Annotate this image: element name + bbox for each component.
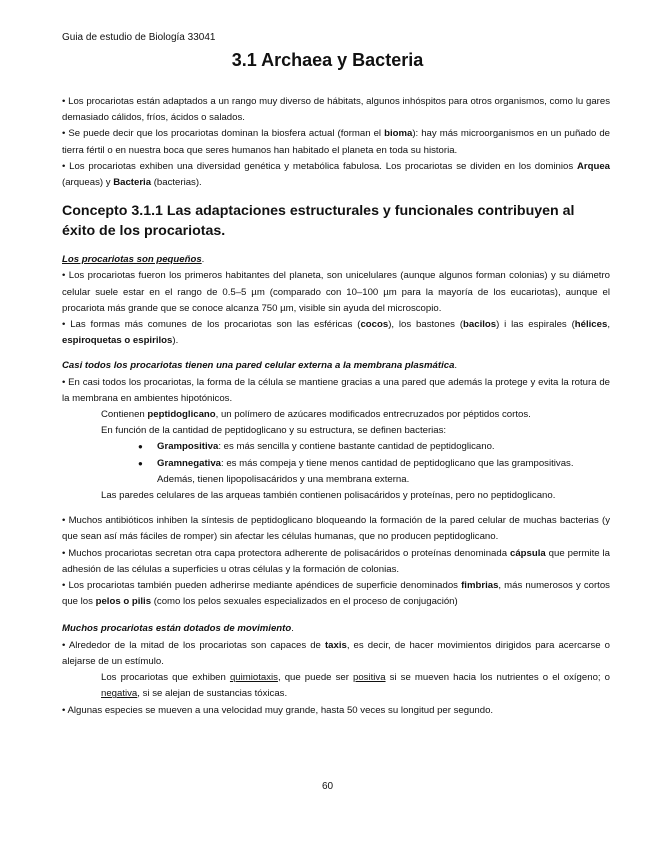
bullet-cell-wall: • En casi todos los procariotas, la forma de la célula se mantiene gracias a una pared que además la protege y evita la rotura de la membrana en ambientes hipotónicos. <box>62 376 610 404</box>
term-peptidoglicano: peptidoglicano <box>147 409 216 421</box>
intro-bullet-biosphere <box>62 126 610 158</box>
bullet-speed: • Algunas especies se mueven a una velocidad muy grande, hasta 50 veces su longitud per segundo. <box>62 704 494 716</box>
text-run: : es más sencilla y contiene bastante cantidad de peptidoglicano. <box>218 441 495 453</box>
text-run: ) i las espirales ( <box>496 319 575 331</box>
text-run: , <box>607 319 610 331</box>
text-run: , que puede ser <box>277 672 354 684</box>
heading-text: Casi todos los procariotas tienen una pared celular externa a la membrana plasmática <box>62 360 455 372</box>
page-number: 60 <box>321 781 334 792</box>
concept-heading: Concepto 3.1.1 Las adaptaciones estructurales y funcionales contribuyen al éxito de los procariotas. <box>62 203 575 240</box>
text-run: , más numerosos y cortos que los <box>62 580 610 608</box>
term-helices: hélices <box>574 319 608 331</box>
term-grampositiva: Grampositiva <box>157 441 219 453</box>
subsection-heading-small <box>62 252 610 268</box>
term-bioma: bioma <box>384 128 413 140</box>
term-bacteria: Bacteria <box>113 177 152 189</box>
heading-dot: . <box>201 254 205 266</box>
text-run: (como los pelos sexuales especializados en el proceso de conjugación) <box>151 596 458 608</box>
spacer <box>62 349 610 358</box>
indent-chemotaxis <box>101 670 610 702</box>
term-espiroquetas: espiroquetas o espirilos <box>62 335 173 347</box>
subsection-heading-motility <box>62 621 610 637</box>
intro-bullet-habitats: • Los procariotas están adaptados a un rango muy diverso de hábitats, algunos inhóspitos para otros organismos, como lu gares demasiado cálidos, fríos, ácidos o salados. <box>62 96 610 124</box>
term-arquea: Arquea <box>576 160 610 172</box>
text-run: , un polímero de azúcares modificados entrecruzados por péptidos cortos. <box>215 409 531 421</box>
section-title: 3.1 Archaea y Bacteria <box>231 50 424 70</box>
bullet-antibiotics: • Muchos antibióticos inhiben la síntesis de peptidoglicano bloqueando la formación de la pared celular de muchas bacterias (y que sean así más fáciles de romper) sin afectar les células humanas, que no producen peptidoglicano. <box>62 515 610 543</box>
heading-dot: . <box>454 360 458 372</box>
text-run: que permite la adhesión de las células a superficies u otras células y la formación de colonias. <box>62 547 611 575</box>
document-body <box>62 94 610 719</box>
text-run: • Alrededor de la mitad de los procariotas son capaces de <box>62 639 325 651</box>
text-run: ). <box>172 335 179 347</box>
indent-peptidoglycan <box>101 407 610 423</box>
bullet-capsule <box>62 546 610 578</box>
text-run: : es más compeja y tiene menos cantidad de peptidoglicano que las grampositivas. <box>221 457 574 469</box>
spacer <box>62 504 610 513</box>
text-run: , es decir, de hacer movimientos dirigidos para acercarse o alejarse de un estímulo. <box>62 639 610 667</box>
term-negativa: negativa <box>101 688 138 700</box>
indent-bacteria-types: En función de la cantidad de peptidoglicano y su estructura, se definen bacterias: <box>101 425 447 437</box>
text-run: Contienen <box>101 409 148 421</box>
text-run: • Muchos procariotas secretan otra capa protectora adherente de polisacáridos o proteínas denominada <box>62 547 510 559</box>
subsection-heading-wall <box>62 358 610 374</box>
text-run: ), los bastones ( <box>388 319 464 331</box>
heading-text: Los procariotas son pequeños <box>62 254 202 266</box>
running-header: Guia de estudio de Biología 33041 <box>62 32 216 43</box>
text-run: • Los procariotas exhiben una diversidad genética y metabólica fabulosa. Los procariotas se dividen en los dominios <box>62 160 577 172</box>
text-run: si se mueven hacia los nutrientes o el oxígeno; o <box>385 672 610 684</box>
text-run: ): hay más microorganismos en un puñado de tierra fértil o en nuestra boca que seres humanos han habitado el planeta en toda su historia. <box>62 128 610 156</box>
bullet-first-inhabitants: • Los procariotas fueron los primeros habitantes del planeta, son unicelulares (aunque algunos forman colonias) y su diámetro celular suele estar en el rango de 0.5–5 µm (comparado con 10–100 µm para la mayoría de los eucariotas), aunque el procariota más grande que se conoce alcanza 750 µm, visible sin ayuda del microscopio. <box>62 270 610 314</box>
text-run: • Los procariotas también pueden adherirse mediante apéndices de superficie denominados <box>62 580 462 592</box>
text-run: (arqueas) y <box>62 177 114 189</box>
term-cocos: cocos <box>360 319 389 331</box>
text-run: , si se alejan de sustancias tóxicas. <box>137 688 288 700</box>
term-bacilos: bacilos <box>463 319 497 331</box>
text-run: Los procariotas que exhiben <box>101 672 230 684</box>
term-positiva: positiva <box>353 672 386 684</box>
bullet-taxis <box>62 638 610 670</box>
text-run: (bacterias). <box>151 177 202 189</box>
term-capsula: cápsula <box>509 547 546 559</box>
term-fimbrias: fimbrias <box>461 580 499 592</box>
bullet-shapes <box>62 317 610 349</box>
sub-bullet-gramnegative-cont: Además, tienen lipopolisacáridos y una membrana externa. <box>157 473 410 485</box>
sub-bullet-grampositive <box>138 439 610 455</box>
spacer <box>62 610 610 621</box>
intro-bullet-domains <box>62 159 610 191</box>
term-quimiotaxis: quimiotaxis <box>229 672 278 684</box>
text-run: • Las formas más comunes de los procariotas son las esféricas ( <box>62 319 361 331</box>
term-gramnegativa: Gramnegativa <box>157 457 221 469</box>
heading-text: Muchos procariotas están dotados de movimiento <box>62 623 292 635</box>
term-pelos-pilis: pelos o pilis <box>95 596 152 608</box>
spacer <box>62 241 610 252</box>
bullet-fimbriae <box>62 578 610 610</box>
indent-archaea-walls: Las paredes celulares de las arqueas también contienen polisacáridos y proteínas, pero no peptidoglicano. <box>101 490 556 502</box>
text-run: • Se puede decir que los procariotas dominan la biosfera actual (forman el <box>62 128 385 140</box>
sub-bullet-gramnegative <box>138 456 610 472</box>
heading-dot: . <box>291 623 294 635</box>
term-taxis: taxis <box>324 639 347 651</box>
